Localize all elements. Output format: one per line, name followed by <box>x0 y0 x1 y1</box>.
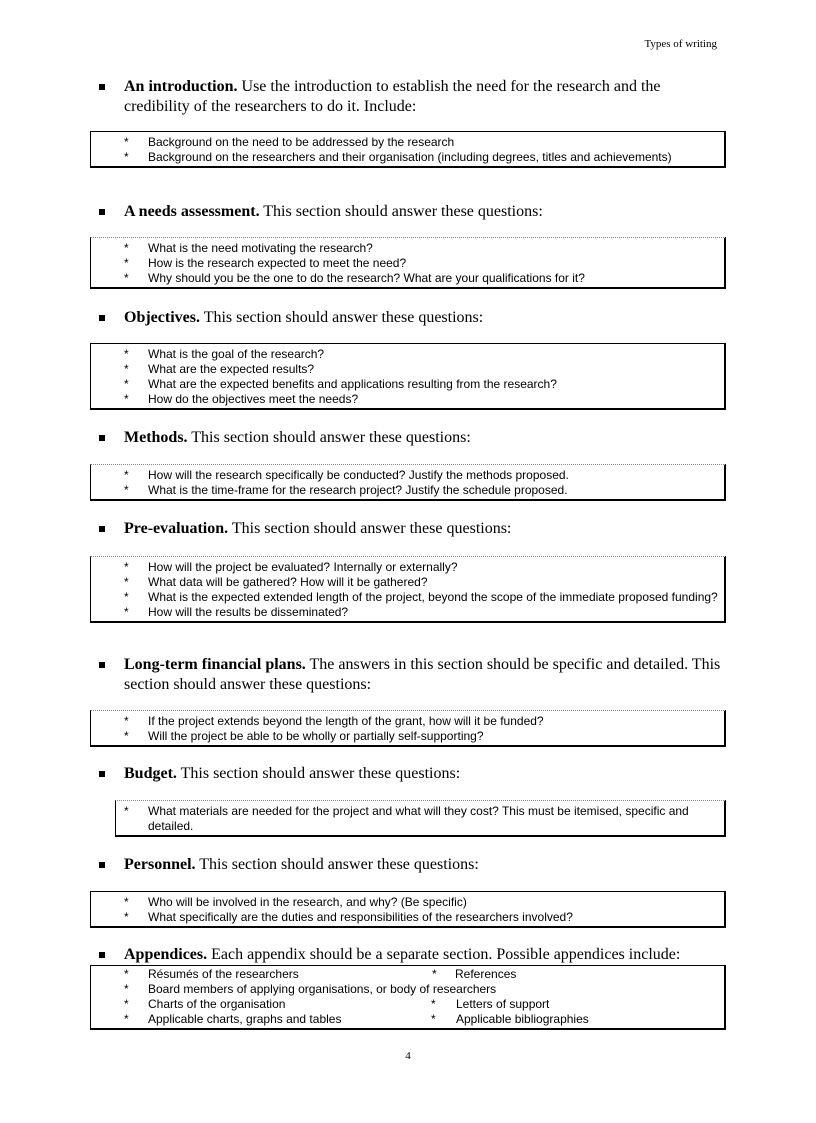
list-item <box>97 560 718 575</box>
list-item-text: If the project extends beyond the length of the grant, how will it be funded? <box>148 714 544 728</box>
list-item-text: What is the need motivating the research? <box>148 241 373 255</box>
list-item <box>97 590 718 605</box>
asterisk-bullet: * <box>124 590 129 604</box>
square-bullet-icon <box>99 952 105 958</box>
asterisk-bullet: * <box>432 967 437 981</box>
list-item-text: What are the expected results? <box>148 362 315 376</box>
section-heading <box>90 202 726 222</box>
asterisk-bullet: * <box>124 804 129 818</box>
section-lead: This section should answer these questions: <box>263 203 543 220</box>
list-row <box>97 997 718 1012</box>
square-bullet-icon <box>99 84 105 90</box>
section-heading <box>90 945 726 965</box>
question-box <box>90 556 726 623</box>
section-heading <box>90 519 726 539</box>
question-box <box>90 710 726 747</box>
asterisk-bullet: * <box>431 997 436 1011</box>
question-box <box>90 131 726 168</box>
section-title: A needs assessment. <box>124 203 260 220</box>
square-bullet-icon <box>99 315 105 321</box>
asterisk-bullet: * <box>124 729 129 743</box>
list-item <box>97 135 718 150</box>
list-item-text: Who will be involved in the research, and why? (Be specific) <box>148 895 467 909</box>
section-lead: Use the introduction to establish the need for the research and the credibility of the researchers to do it. Include: <box>124 78 661 115</box>
section-personnel <box>90 855 726 928</box>
section-title: Long-term financial plans. <box>124 656 306 673</box>
list-item <box>97 605 718 620</box>
section-title: Pre-evaluation. <box>124 520 229 537</box>
list-item <box>97 150 718 165</box>
square-bullet-icon <box>99 209 105 215</box>
section-methods <box>90 428 726 501</box>
asterisk-bullet: * <box>124 256 129 270</box>
list-item <box>97 895 718 910</box>
section-lead: The answers in this section should be specific and detailed. This section should answer these questions: <box>124 656 721 693</box>
list-item <box>398 1012 589 1027</box>
list-item-text: How will the project be evaluated? Internally or externally? <box>148 560 458 574</box>
list-item-text: How do the objectives meet the needs? <box>148 392 359 406</box>
list-item-text: Why should you be the one to do the research? What are your qualifications for it? <box>148 271 585 285</box>
list-item-text: Applicable bibliographies <box>456 1012 589 1026</box>
asterisk-bullet: * <box>124 377 129 391</box>
asterisk-bullet: * <box>124 150 129 164</box>
section-heading <box>90 428 726 448</box>
section-needs-assessment <box>90 202 726 289</box>
list-item <box>97 729 718 744</box>
list-item <box>97 256 718 271</box>
list-item <box>97 483 718 498</box>
list-item <box>97 347 718 362</box>
asterisk-bullet: * <box>124 895 129 909</box>
section-title: Personnel. <box>124 856 196 873</box>
list-item-text: Board members of applying organisations, or body of researchers <box>148 982 497 996</box>
section-lead: Each appendix should be a separate section. Possible appendices include: <box>211 946 681 963</box>
asterisk-bullet: * <box>124 392 129 406</box>
section-lead: This section should answer these questions: <box>199 856 479 873</box>
section-heading <box>90 77 726 117</box>
asterisk-bullet: * <box>124 982 129 996</box>
asterisk-bullet: * <box>124 241 129 255</box>
page-number: 4 <box>405 1050 411 1062</box>
list-item <box>398 997 549 1012</box>
asterisk-bullet: * <box>124 967 129 981</box>
question-box <box>90 237 726 289</box>
list-item-text: What specifically are the duties and responsibilities of the researchers involved? <box>148 910 573 924</box>
section-title: Budget. <box>124 765 177 782</box>
list-item <box>97 714 718 729</box>
asterisk-bullet: * <box>124 362 129 376</box>
asterisk-bullet: * <box>124 605 129 619</box>
list-item-text: What data will be gathered? How will it be gathered? <box>148 575 428 589</box>
section-title: An introduction. <box>124 78 238 95</box>
section-heading <box>90 308 726 328</box>
square-bullet-icon <box>99 771 105 777</box>
asterisk-bullet: * <box>124 910 129 924</box>
section-objectives <box>90 308 726 410</box>
section-introduction <box>90 77 726 168</box>
question-box <box>90 464 726 501</box>
list-item <box>97 575 718 590</box>
question-box <box>115 800 726 837</box>
section-title: Objectives. <box>124 309 200 326</box>
list-item <box>97 271 718 286</box>
list-row <box>97 967 718 982</box>
square-bullet-icon <box>99 662 105 668</box>
asterisk-bullet: * <box>431 1012 436 1026</box>
asterisk-bullet: * <box>124 271 129 285</box>
list-item-text: Will the project be able to be wholly or partially self-supporting? <box>148 729 484 743</box>
list-item <box>97 1012 398 1027</box>
section-lead: This section should answer these questions: <box>231 520 512 537</box>
section-title: Methods. <box>124 429 188 446</box>
square-bullet-icon <box>99 435 105 441</box>
list-item-text: What is the time-frame for the research project? Justify the schedule proposed. <box>148 483 568 497</box>
list-item <box>97 392 718 407</box>
list-row <box>97 1012 718 1027</box>
list-item-text: What is the goal of the research? <box>148 347 325 361</box>
list-item <box>122 804 718 834</box>
list-item <box>97 967 404 982</box>
asterisk-bullet: * <box>124 135 129 149</box>
asterisk-bullet: * <box>124 1012 129 1026</box>
question-box <box>90 343 726 410</box>
list-item <box>97 377 718 392</box>
asterisk-bullet: * <box>124 575 129 589</box>
list-item <box>97 982 718 997</box>
section-heading <box>90 655 726 695</box>
asterisk-bullet: * <box>124 347 129 361</box>
list-item <box>97 241 718 256</box>
section-lead: This section should answer these questions: <box>191 429 471 446</box>
list-item-text: How will the research specifically be conducted? Justify the methods proposed. <box>148 468 569 482</box>
section-lead: This section should answer these questions: <box>203 309 484 326</box>
question-box <box>90 891 726 928</box>
section-heading <box>90 764 726 784</box>
section-heading <box>90 855 726 875</box>
list-item-text: Letters of support <box>456 997 550 1011</box>
list-item-text: Applicable charts, graphs and tables <box>148 1012 342 1026</box>
asterisk-bullet: * <box>124 468 129 482</box>
list-item-text: How is the research expected to meet the need? <box>148 256 407 270</box>
section-lead: This section should answer these questions: <box>180 765 461 782</box>
list-item <box>97 468 718 483</box>
square-bullet-icon <box>99 526 105 532</box>
section-appendices <box>90 945 726 1030</box>
list-item <box>97 362 718 377</box>
section-long-term-financial-plans <box>90 655 726 747</box>
question-box <box>90 965 726 1030</box>
list-item-text: What materials are needed for the project and what will they cost? This must be itemised, specific and detailed. <box>148 804 689 833</box>
asterisk-bullet: * <box>124 997 129 1011</box>
list-item-text: Background on the researchers and their organisation (including degrees, titles and achievements) <box>148 150 672 164</box>
section-title: Appendices. <box>124 946 208 963</box>
list-item-text: Charts of the organisation <box>148 997 286 1011</box>
list-item-text: Résumés of the researchers <box>148 967 299 981</box>
list-item-text: How will the results be disseminated? <box>148 605 349 619</box>
list-item-text: What is the expected extended length of the project, beyond the scope of the immediate proposed funding? <box>148 590 718 604</box>
asterisk-bullet: * <box>124 560 129 574</box>
list-item <box>97 997 398 1012</box>
asterisk-bullet: * <box>124 714 129 728</box>
asterisk-bullet: * <box>124 483 129 497</box>
square-bullet-icon <box>99 862 105 868</box>
list-item-text: What are the expected benefits and applications resulting from the research? <box>148 377 557 391</box>
list-item-text: Background on the need to be addressed by the research <box>148 135 455 149</box>
list-item <box>404 967 516 982</box>
list-item-text: References <box>455 967 517 981</box>
running-header: Types of writing <box>644 38 717 50</box>
section-budget <box>90 764 726 837</box>
list-item <box>97 910 718 925</box>
section-pre-evaluation <box>90 519 726 623</box>
